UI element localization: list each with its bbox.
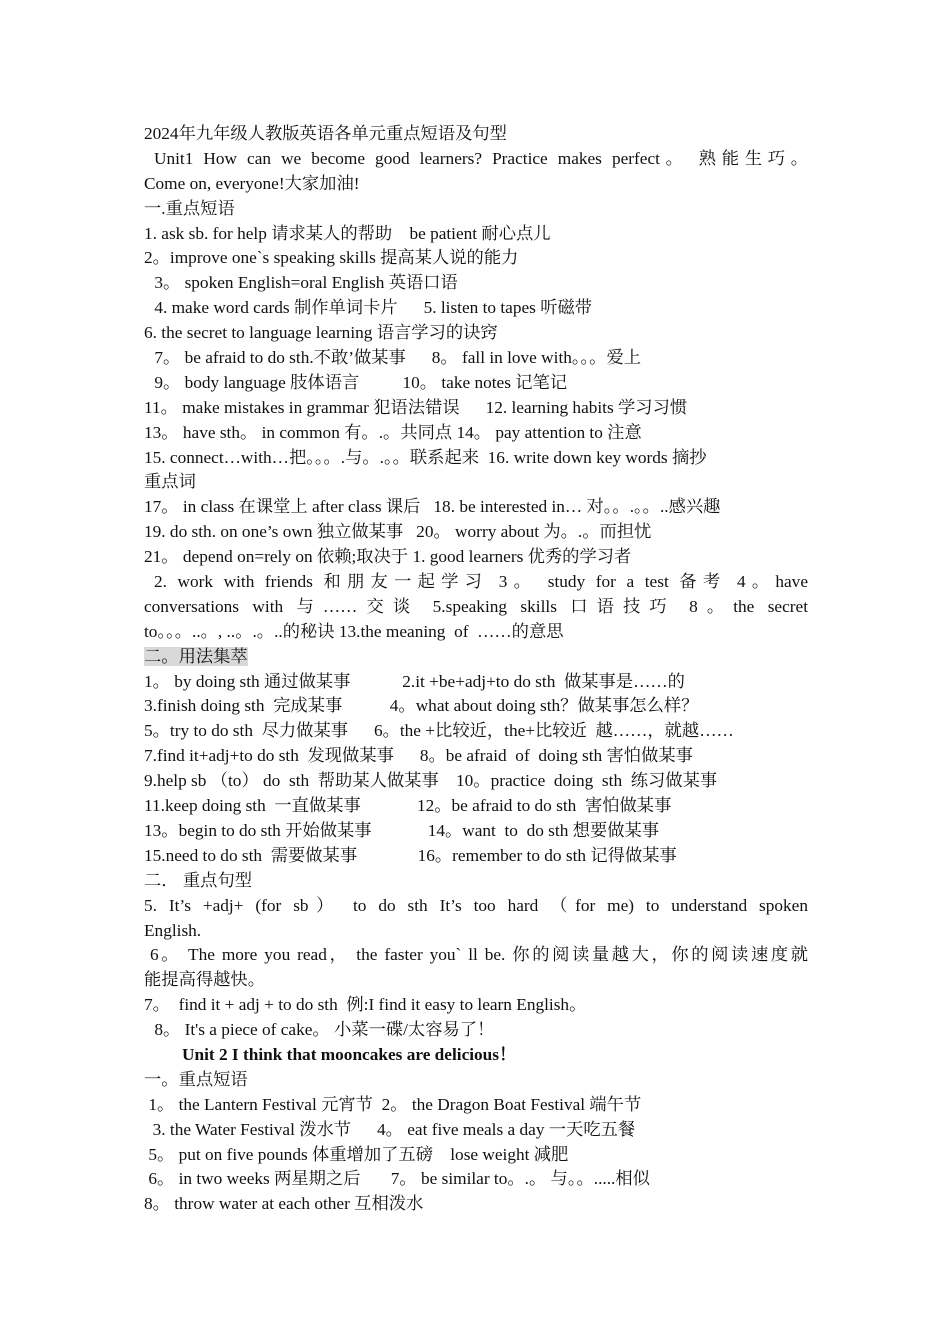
unit1-heading-line2: Come on, everyone!大家加油! — [144, 173, 360, 193]
unit1-phrase-line: 11。 make mistakes in grammar 犯语法错误 12. learning habits 学习习惯 — [144, 397, 688, 417]
unit1-usage-line: 9.help sb （to） do sth 帮助某人做某事 10。practice doing sth 练习做某事 — [144, 771, 718, 791]
unit2-phrase-line: 8。 throw water at each other 互相泼水 — [144, 1194, 424, 1214]
unit1-phrase-line: to。。。..。, ..。.。..的秘诀 13.the meaning of ……的意思 — [144, 621, 564, 641]
unit1-phrase-line: 13。 have sth。 in common 有。.。共同点 14。 pay attention to 注意 — [144, 422, 642, 442]
unit1-section-phrases-title: 一.重点短语 — [144, 198, 235, 218]
unit1-sentence-line: English. — [144, 920, 202, 940]
unit1-phrase-line: 19. do sth. on one’s own 独立做某事 20。 worry about 为。.。而担忧 — [144, 522, 652, 542]
unit2-phrase-line: 6。 in two weeks 两星期之后 7。 be similar to。.。 与。。.....相似 — [144, 1169, 650, 1189]
unit1-phrase-line: 4. make word cards 制作单词卡片 5. listen to tapes 听磁带 — [150, 298, 593, 318]
unit1-sentence-line: 8。 It's a piece of cake。 小菜一碟/太容易了！ — [150, 1020, 495, 1040]
unit1-phrase-line: 9。 body language 肢体语言 10。 take notes 记笔记 — [150, 372, 568, 392]
unit1-sentence-line: 能提高得越快。 — [144, 970, 265, 990]
unit1-phrase-line: 7。 be afraid to do sth.不敢’做某事 8。 fall in love with。。。爱上 — [150, 348, 642, 368]
unit1-phrase-line: 15. connect…with…把。。。.与。.。。联系起来 16. write down key words 摘抄 — [144, 447, 707, 467]
unit1-heading-line1: Unit1 How can we become good learners? Practice makes perfect。 熟能生巧。 — [154, 148, 808, 168]
unit2-section-phrases-title: 一。重点短语 — [144, 1069, 248, 1089]
unit1-phrase-line: 2。improve one`s speaking skills 提高某人说的能力 — [144, 248, 519, 268]
unit2-heading: Unit 2 I think that mooncakes are delicious！ — [182, 1044, 517, 1064]
unit1-sentence-line: 7。 find it + adj + to do sth 例:I find it easy to learn English。 — [144, 995, 587, 1015]
unit2-phrase-line: 1。 the Lantern Festival 元宵节 2。 the Dragon Boat Festival 端午节 — [144, 1094, 642, 1114]
unit1-phrase-line: 17。 in class 在课堂上 after class 课后 18. be interested in… 对。。.。。..感兴趣 — [144, 497, 721, 517]
unit1-usage-line: 7.find it+adj+to do sth 发现做某事 8。be afraid of doing sth 害怕做某事 — [144, 746, 693, 766]
unit2-phrase-line: 3. the Water Festival 泼水节 4。 eat five meals a day 一天吃五餐 — [144, 1119, 636, 1139]
unit1-phrase-line: 21。 depend on=rely on 依赖;取决于 1. good learners 优秀的学习者 — [144, 547, 632, 567]
document-title: 2024年九年级人教版英语各单元重点短语及句型 — [144, 124, 507, 143]
unit1-phrase-line: 1. ask sb. for help 请求某人的帮助 be patient 耐心点儿 — [144, 223, 551, 243]
unit2-phrase-line: 5。 put on five pounds 体重增加了五磅 lose weight 减肥 — [144, 1144, 569, 1164]
unit1-usage-line: 11.keep doing sth 一直做某事 12。be afraid to do sth 害怕做某事 — [144, 796, 672, 816]
unit1-usage-line: 15.need to do sth 需要做某事 16。remember to do sth 记得做某事 — [144, 845, 677, 865]
unit1-section-usage-title — [144, 645, 808, 670]
unit1-usage-line: 5。try to do sth 尽力做某事 6。the +比较近，the+比较近 越……，就越…… — [144, 721, 734, 741]
unit1-usage-line: 13。begin to do sth 开始做某事 14。want to do sth 想要做某事 — [144, 820, 660, 840]
unit1-section-sentences-title: 二． 重点句型 — [144, 870, 253, 890]
unit1-sentence-line: 6。 The more you read， the faster you` ll be. 你的阅读量越大，你的阅读速度就 — [150, 945, 808, 965]
unit1-phrase-line: conversations with 与……交谈 5.speaking skills 口语技巧 8。the secret — [144, 596, 808, 616]
unit1-phrase-line: 2. work with friends 和朋友一起学习 3。 study for a test 备考 4。have — [154, 572, 808, 592]
unit1-phrase-line: 6. the secret to language learning 语言学习的诀窍 — [144, 323, 498, 343]
unit1-phrase-line: 3。 spoken English=oral English 英语口语 — [150, 273, 458, 293]
unit1-usage-line: 1。 by doing sth 通过做某事 2.it +be+adj+to do sth 做某事是……的 — [144, 671, 685, 691]
unit1-sentence-line: 5. It’s +adj+ (for sb） to do sth It’s too hard （for me) to understand spoken — [144, 895, 808, 915]
document-page — [144, 122, 808, 1217]
unit1-usage-line: 3.finish doing sth 完成某事 4。what about doing sth？做某事怎么样？ — [144, 696, 699, 716]
unit1-phrase-line: 重点词 — [144, 472, 196, 492]
highlighted-heading: 二。用法集萃 — [144, 646, 248, 666]
